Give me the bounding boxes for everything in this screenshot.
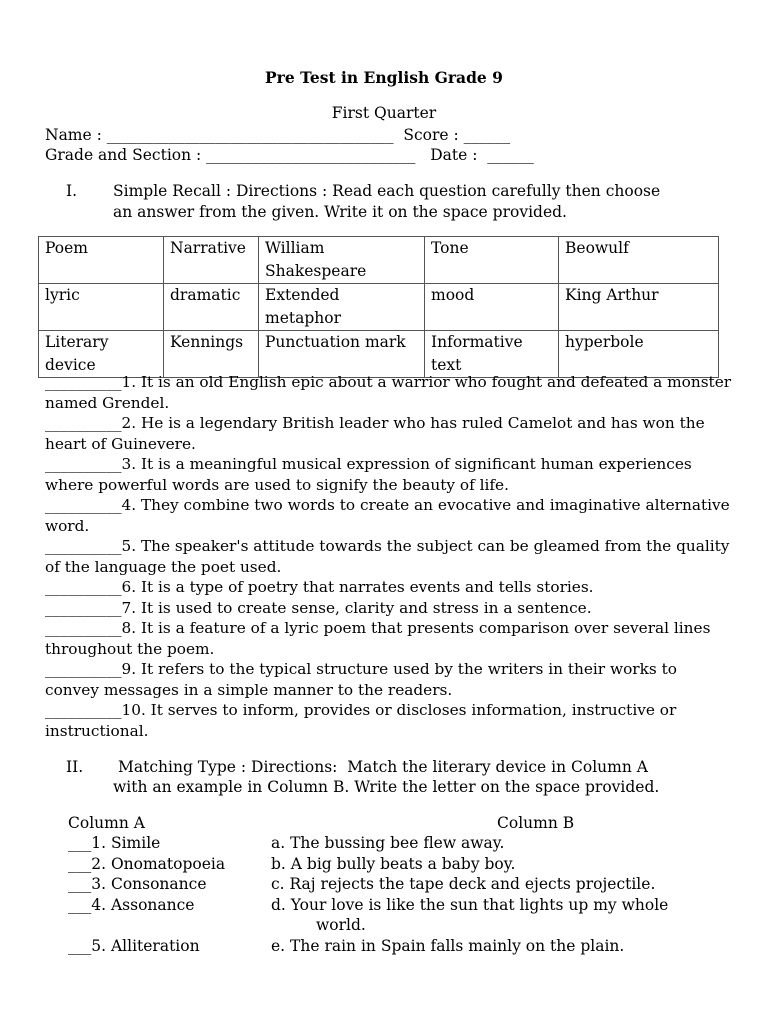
table-row [39,284,719,331]
part2-directions-line2: with an example in Column B. Write the letter on the space provided. [113,778,660,796]
table-cell: Informative text [425,331,559,378]
grade-date-line: Grade and Section : ___________________________ Date : ______ [45,146,534,164]
list-item: __________2. He is a legendary British leader who has ruled Camelot and has won the heart of Guinevere. [45,414,705,453]
part2-numeral: II. [66,758,84,776]
column-b-continuation: world. [316,916,366,934]
column-b-item: b. A big bully beats a baby boy. [271,855,516,873]
column-b-header: Column B [497,814,575,832]
table-cell: Poem [39,237,164,284]
part1-numeral: I. [66,182,78,200]
column-b-item: c. Raj rejects the tape deck and ejects projectile. [271,875,656,893]
list-item: __________4. They combine two words to create an evocative and imaginative alternative word. [45,496,730,535]
column-a-header: Column A [68,814,145,832]
table-cell: King Arthur [559,284,719,331]
name-score-line: Name : _____________________________________ Score : ______ [45,126,511,144]
column-b-item: d. Your love is like the sun that lights up my whole [271,896,669,914]
list-item: __________3. It is a meaningful musical expression of significant human experiences where powerful words are used to signify the beauty of life. [45,455,692,494]
list-item: __________6. It is a type of poetry that narrates events and tells stories. [45,578,594,596]
list-item: __________5. The speaker's attitude towards the subject can be gleamed from the quality of the language the poet used. [45,537,730,576]
list-item: __________1. It is an old English epic about a warrior who fought and defeated a monster named Grendel. [45,373,732,412]
list-item: __________10. It serves to inform, provides or discloses information, instructive or instructional. [45,701,677,740]
column-a-item: ___1. Simile [68,834,161,852]
table-cell: mood [425,284,559,331]
column-a-item: ___2. Onomatopoeia [68,855,226,873]
table-cell: lyric [39,284,164,331]
table-cell: Tone [425,237,559,284]
table-cell: Narrative [164,237,259,284]
list-item: __________7. It is used to create sense, clarity and stress in a sentence. [45,598,592,617]
table-cell: Punctuation mark [259,331,425,378]
list-item: __________9. It refers to the typical structure used by the writers in their works to convey messages in a simple manner to the readers. [45,660,677,699]
table-row [39,331,719,378]
column-a-item: ___5. Alliteration [68,937,200,955]
table-cell: William Shakespeare [259,237,425,284]
word-bank-table [38,236,719,378]
table-cell: Literary device [39,331,164,378]
recall-items [45,372,735,741]
column-a-item: ___3. Consonance [68,875,207,893]
column-b-item: a. The bussing bee flew away. [271,834,505,852]
column-a-item: ___4. Assonance [68,896,195,914]
page-title: Pre Test in English Grade 9 [265,68,503,87]
table-cell: Beowulf [559,237,719,284]
quarter-subtitle: First Quarter [331,104,437,122]
part1-directions-line2: an answer from the given. Write it on the space provided. [113,203,567,221]
table-cell: Kennings [164,331,259,378]
part1-directions-line1: Simple Recall : Directions : Read each question carefully then choose [113,182,661,200]
table-row [39,237,719,284]
table-cell: Extended metaphor [259,284,425,331]
part2-directions-line1: Matching Type : Directions: Match the literary device in Column A [118,758,648,776]
column-b-item: e. The rain in Spain falls mainly on the plain. [271,937,625,955]
table-cell: dramatic [164,284,259,331]
list-item: __________8. It is a feature of a lyric poem that presents comparison over several lines throughout the poem. [45,619,711,658]
table-cell: hyperbole [559,331,719,378]
